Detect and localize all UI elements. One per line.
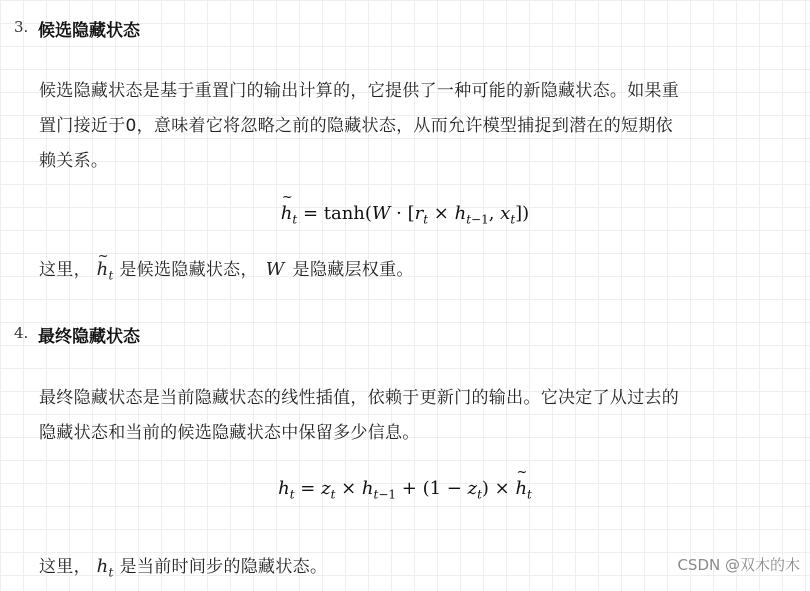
paragraph-line: 最终隐藏状态是当前隐藏状态的线性插值，依赖于更新门的输出。它决定了从过去的 bbox=[39, 388, 680, 408]
paragraph-line: 候选隐藏状态是基于重置门的输出计算的，它提供了一种可能的新隐藏状态。如果重 bbox=[39, 81, 680, 101]
section-4-note: 这里， $h_t$ 是当前时间步的隐藏状态。 bbox=[39, 556, 328, 580]
note-middle: 是候选隐藏状态， bbox=[119, 260, 258, 280]
candidate-hidden-state-formula: ~ $h_t = \tanh(W \cdot [r_t \times h_{t-1}$, $x_t$]) bbox=[0, 203, 810, 227]
section-4-heading: 最终隐藏状态 bbox=[38, 327, 140, 347]
section-3-heading: 候选隐藏状态 bbox=[38, 21, 140, 41]
note-prefix: 这里， bbox=[39, 557, 91, 577]
paragraph-line: 赖关系。 bbox=[39, 151, 109, 171]
section-3-paragraph bbox=[39, 74, 679, 179]
note-suffix: 是当前时间步的隐藏状态。 bbox=[119, 557, 328, 577]
section-4-number: 4. bbox=[14, 324, 29, 342]
section-3-note: 这里， ~ $h_t$ 是候选隐藏状态， W 是隐藏层权重。 bbox=[39, 252, 414, 294]
note-suffix: 是隐藏层权重。 bbox=[292, 260, 414, 280]
paragraph-line: 隐藏状态和当前的候选隐藏状态中保留多少信息。 bbox=[39, 423, 420, 443]
csdn-watermark: CSDN @双木的木 bbox=[677, 556, 800, 574]
section-3-number: 3. bbox=[14, 18, 29, 36]
section-4-paragraph bbox=[39, 381, 679, 451]
note-prefix: 这里， bbox=[39, 260, 91, 280]
paragraph-line: 置门接近于0，意味着它将忽略之前的隐藏状态，从而允许模型捕捉到潜在的短期依 bbox=[39, 116, 673, 136]
final-hidden-state-formula: $h_t = z_t \times h_{t-1} + (1 - z_t)$ × ~ $h_t$ bbox=[0, 478, 810, 502]
